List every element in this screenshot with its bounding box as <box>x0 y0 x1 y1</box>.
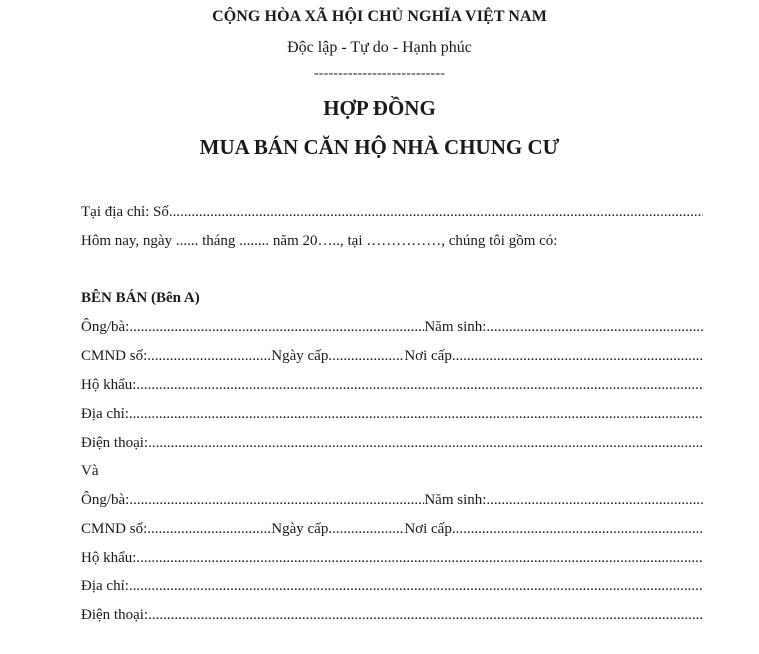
national-title: CỘNG HÒA XÃ HỘI CHỦ NGHĨA VIỆT NAM <box>212 8 547 25</box>
p2-name-label: Ông/bà: <box>81 492 130 508</box>
date-line-text: Hôm nay, ngày ...... tháng ........ năm 20….., tại ……………, chúng tôi gồm có: <box>81 233 558 249</box>
p1-name-label: Ông/bà: <box>81 319 130 335</box>
national-motto: Độc lập - Tự do - Hạnh phúc <box>287 39 472 56</box>
p2-name-blank[interactable] <box>129 490 424 510</box>
p1-address-blank[interactable] <box>129 404 703 424</box>
p2-birth-blank[interactable] <box>486 490 703 510</box>
p1-household-blank[interactable] <box>136 375 703 395</box>
p2-id-blank[interactable] <box>147 519 271 539</box>
p2-birth-label: Năm sinh: <box>424 492 487 508</box>
p2-address-line <box>81 576 703 596</box>
p2-address-label: Địa chỉ: <box>81 578 129 594</box>
p1-address-line <box>81 404 703 424</box>
p2-household-line <box>81 548 703 568</box>
contract-subtitle: MUA BÁN CĂN HỘ NHÀ CHUNG CƯ <box>199 135 560 159</box>
p1-household-line <box>81 375 703 395</box>
p1-id-label: CMND số: <box>81 348 148 364</box>
p1-issue-date-blank[interactable] <box>328 346 404 366</box>
p2-household-label: Hộ khẩu: <box>81 550 137 566</box>
p2-phone-blank[interactable] <box>148 605 703 625</box>
address-line <box>81 202 703 222</box>
p1-phone-label: Điện thoại: <box>81 435 149 451</box>
address-blank[interactable] <box>169 202 703 222</box>
p2-id-label: CMND số: <box>81 521 148 537</box>
p2-address-blank[interactable] <box>129 576 703 596</box>
p1-issue-place-blank[interactable] <box>452 346 703 366</box>
party-a-heading-text: BÊN BÁN (Bên A) <box>81 290 200 306</box>
p2-issue-place-blank[interactable] <box>452 519 703 539</box>
p1-birth-blank[interactable] <box>486 317 703 337</box>
p1-phone-blank[interactable] <box>148 433 703 453</box>
p2-issue-place-label: Nơi cấp <box>404 521 452 537</box>
p2-phone-label: Điện thoại: <box>81 607 149 623</box>
p1-id-line <box>81 346 703 366</box>
p2-issue-date-label: Ngày cấp <box>271 521 329 537</box>
contract-title: HỢP ĐỒNG <box>323 96 436 120</box>
header-separator: --------------------------- <box>313 66 446 81</box>
party-a-heading <box>81 288 703 308</box>
p2-household-blank[interactable] <box>136 548 703 568</box>
and-label: Và <box>81 463 99 479</box>
p2-id-line <box>81 519 703 539</box>
p1-phone-line <box>81 433 703 453</box>
p2-phone-line <box>81 605 703 625</box>
p1-name-line <box>81 317 703 337</box>
p1-issue-date-label: Ngày cấp <box>271 348 329 364</box>
p2-name-line <box>81 490 703 510</box>
p1-birth-label: Năm sinh: <box>424 319 487 335</box>
p1-household-label: Hộ khẩu: <box>81 377 137 393</box>
address-label: Tại địa chỉ: Số <box>81 204 169 220</box>
date-line <box>81 231 703 251</box>
and-line <box>81 461 703 481</box>
p1-id-blank[interactable] <box>147 346 271 366</box>
p1-name-blank[interactable] <box>129 317 424 337</box>
p2-issue-date-blank[interactable] <box>328 519 404 539</box>
p1-address-label: Địa chỉ: <box>81 406 129 422</box>
p1-issue-place-label: Nơi cấp <box>404 348 452 364</box>
